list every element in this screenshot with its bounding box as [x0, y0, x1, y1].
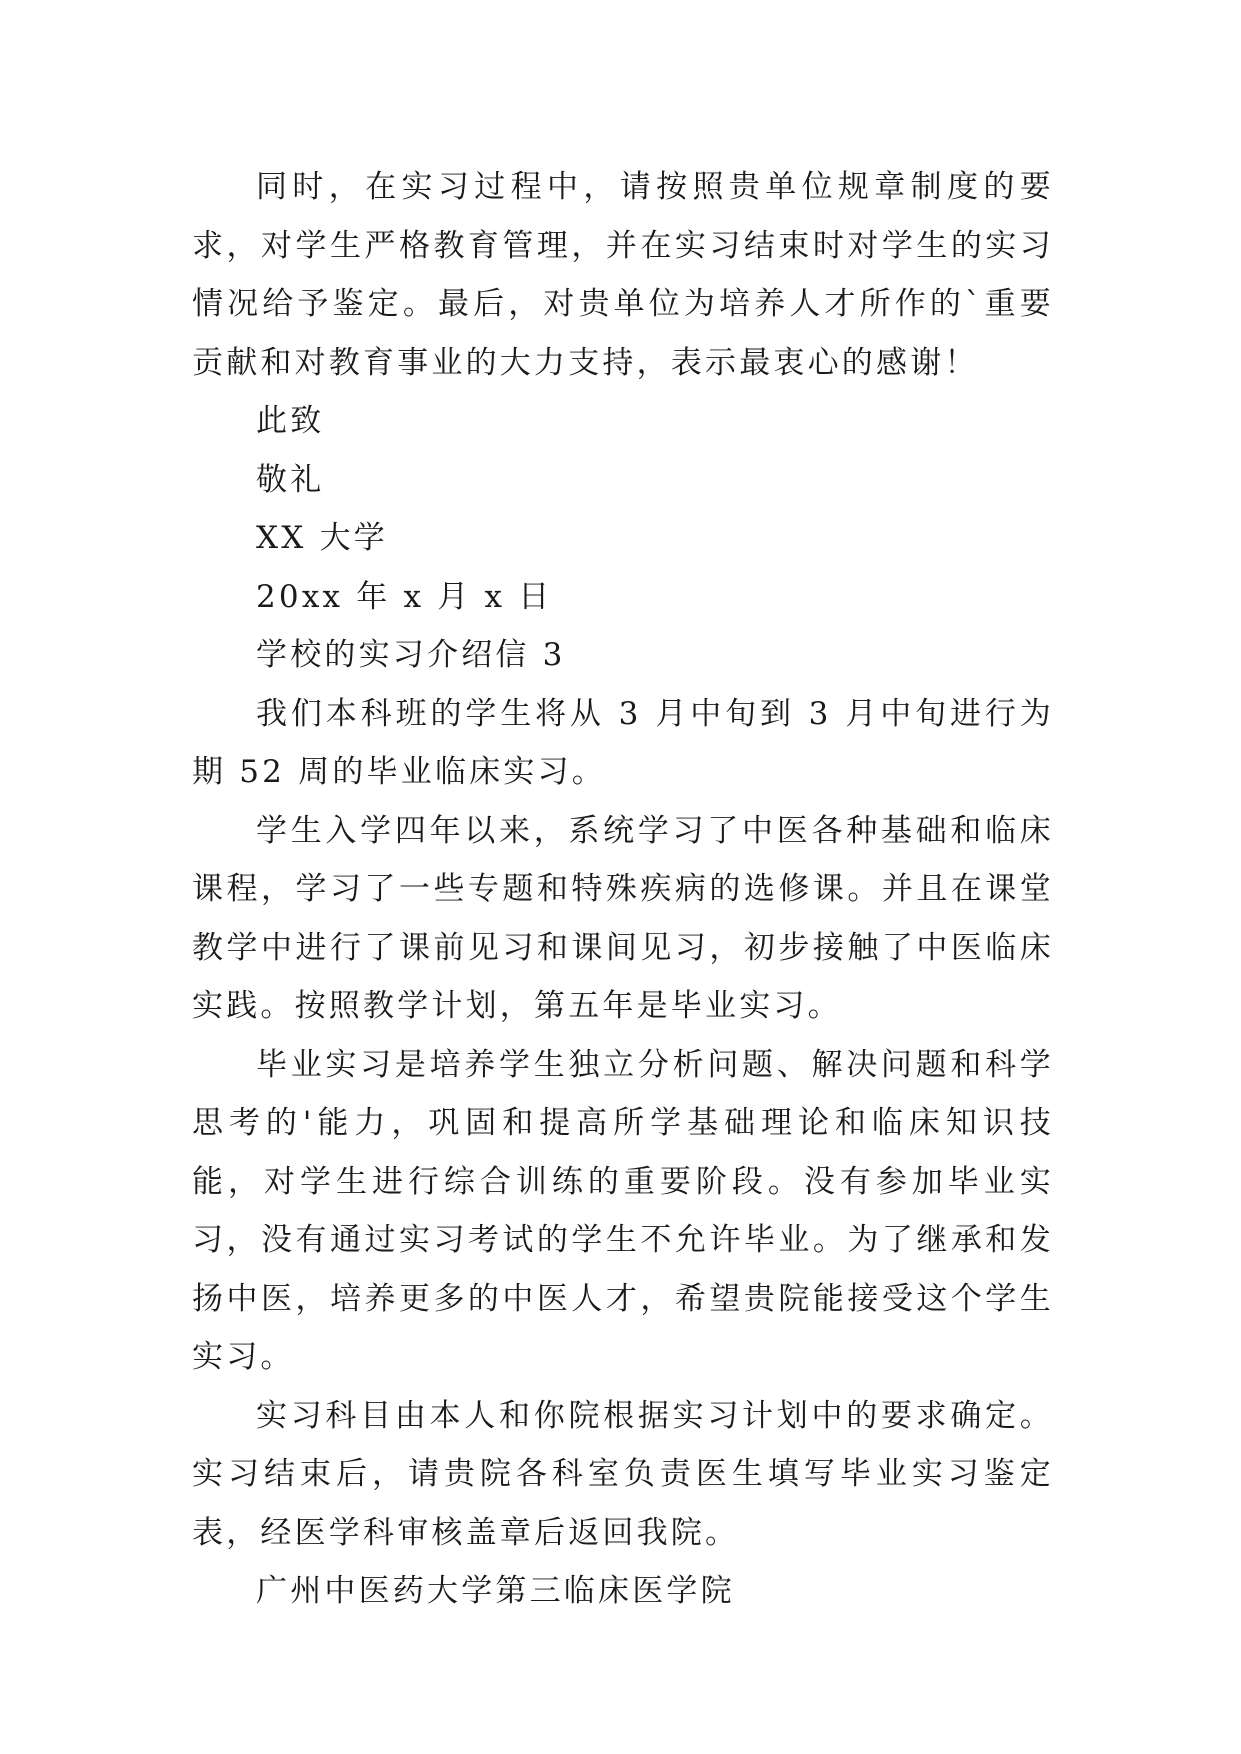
section-heading: 学校的实习介绍信 3 — [256, 637, 566, 673]
paragraph-student-background: 学生入学四年以来，系统学习了中医各种基础和临床课程，学习了一些专题和特殊疾病的选修课。并且在课堂教学中进行了课前见习和课间见习，初步接触了中医临床实践。按照教学计划，第五年是毕业实习。 — [192, 812, 1054, 1024]
signature-date: 20xx 年 x 月 x 日 — [256, 578, 553, 615]
signature-university: XX 大学 — [256, 520, 388, 556]
document-body — [192, 158, 1054, 1621]
paragraph-internship-subjects: 实习科目由本人和你院根据实习计划中的要求确定。实习结束后，请贵院各科室负责医生填写毕业实习鉴定表，经医学科审核盖章后返回我院。 — [192, 1397, 1054, 1551]
paragraph-internship-importance: 毕业实习是培养学生独立分析问题、解决问题和科学思考的'能力，巩固和提高所学基础理论和临床知识技能，对学生进行综合训练的重要阶段。没有参加毕业实习，没有通过实习考试的学生不允许毕业。为了继承和发扬中医，培养更多的中医人才，希望贵院能接受这个学生实习。 — [192, 1046, 1054, 1375]
signature-institution: 广州中医药大学第三临床医学院 — [256, 1573, 735, 1609]
paragraph-internship-period: 我们本科班的学生将从 3 月中旬到 3 月中旬进行为期 52 周的毕业临床实习。 — [192, 695, 1054, 790]
closing-salutation: 此致 — [256, 403, 325, 439]
closing-regards: 敬礼 — [256, 461, 325, 498]
paragraph-thanks: 同时，在实习过程中，请按照贵单位规章制度的要求，对学生严格教育管理，并在实习结束时对学生的实习情况给予鉴定。最后，对贵单位为培养人才所作的`重要贡献和对教育事业的大力支持，表示最衷心的感谢！ — [192, 169, 1054, 381]
